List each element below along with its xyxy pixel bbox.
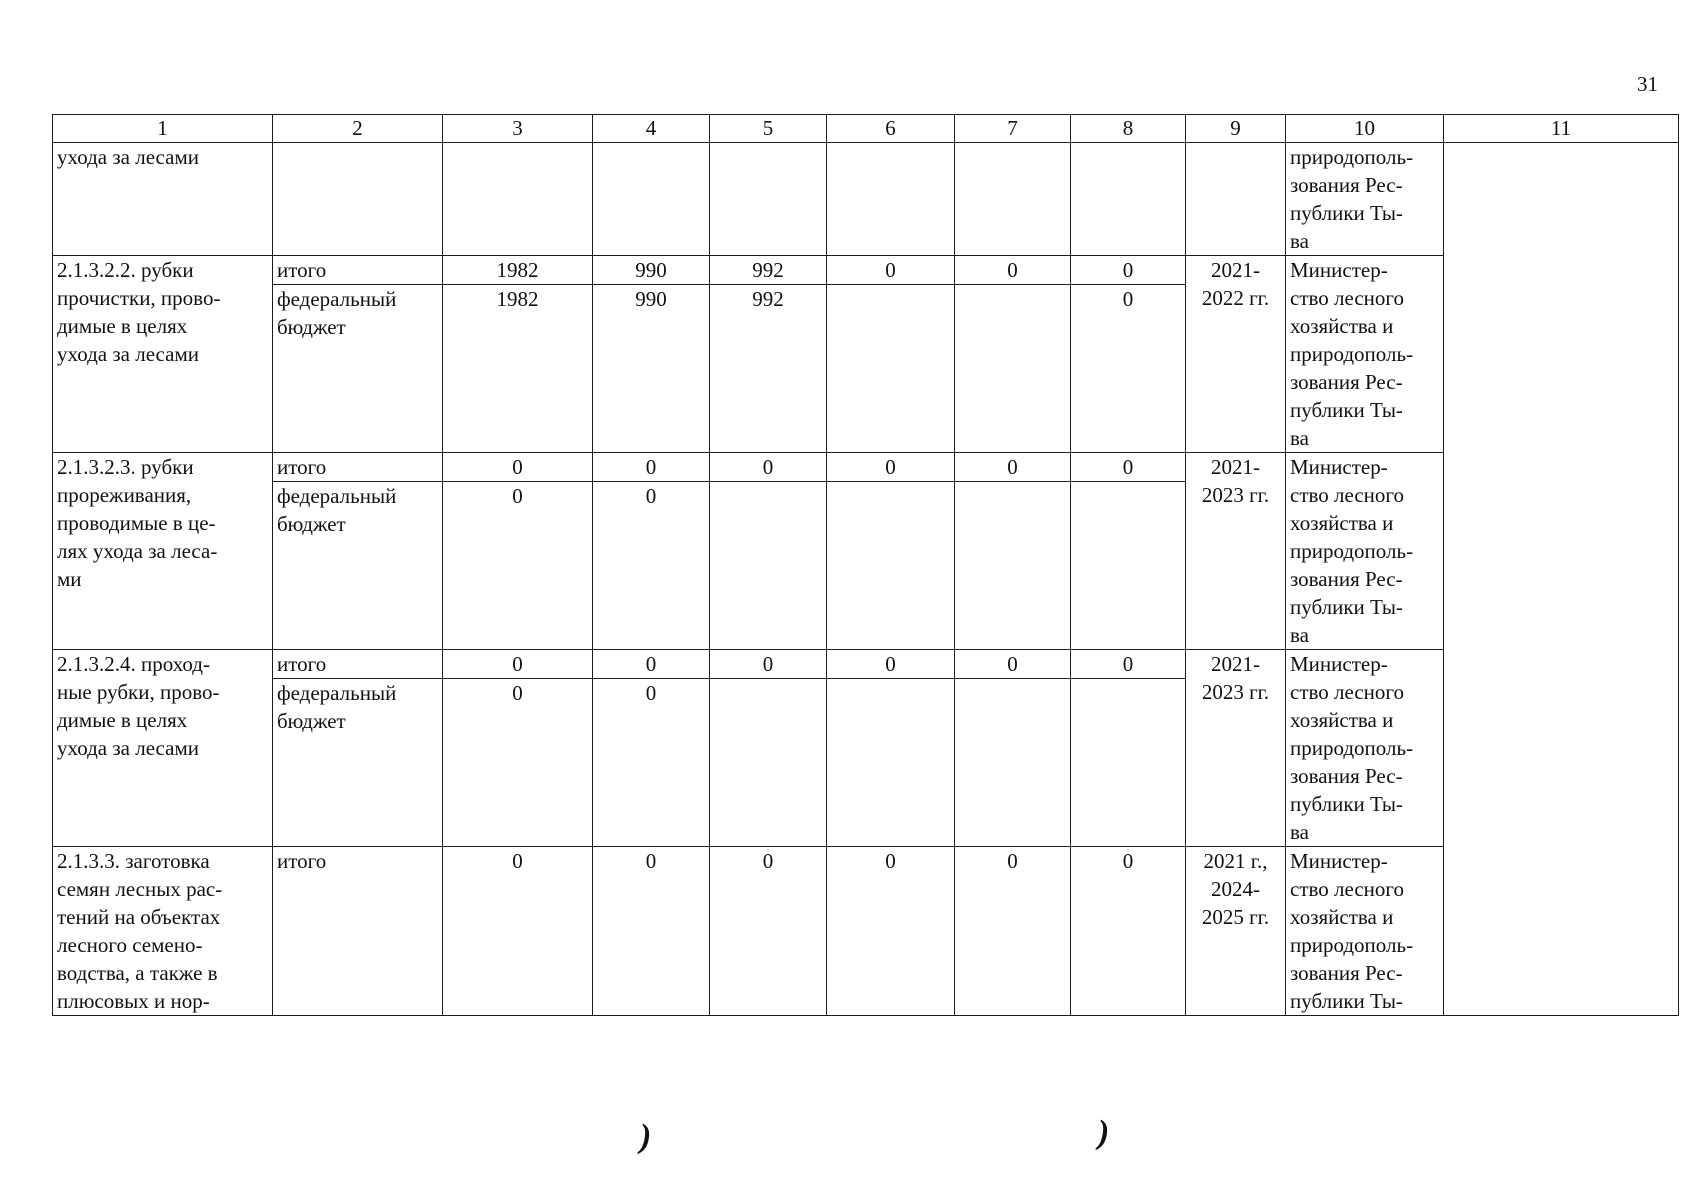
column-header: 4: [593, 115, 710, 143]
value-year: 0: [593, 847, 710, 1016]
executor: Министер- ство лесного хозяйства и природополь- зования Рес- публики Ты-: [1286, 847, 1444, 1016]
column-header: 2: [273, 115, 443, 143]
value-year: 0: [955, 650, 1071, 679]
funding-source: итого: [273, 256, 443, 285]
value-year: 0: [827, 650, 955, 679]
value-year: 0: [593, 650, 710, 679]
scan-mark: ): [640, 1118, 652, 1155]
funding-source: федеральный бюджет: [273, 679, 443, 847]
period: 2021- 2022 гг.: [1186, 256, 1286, 453]
period: 2021- 2023 гг.: [1186, 453, 1286, 650]
activity-name: 2.1.3.2.2. рубки прочистки, прово- димые в целях ухода за лесами: [53, 256, 273, 453]
column-header: 3: [443, 115, 593, 143]
value-year: [710, 679, 827, 847]
value-year: [955, 285, 1071, 453]
value-year: 0: [593, 482, 710, 650]
value-total: 0: [443, 679, 593, 847]
column-number-header-row: [53, 115, 1679, 143]
funding-source: итого: [273, 453, 443, 482]
funding-source: федеральный бюджет: [273, 482, 443, 650]
activity-name: 2.1.3.3. заготовка семян лесных рас- тений на объектах лесного семено- водства, а также в плюсовых и нор-: [53, 847, 273, 1016]
value-year: 0: [827, 453, 955, 482]
column-header: 7: [955, 115, 1071, 143]
value-total: 1982: [443, 285, 593, 453]
value-year: 0: [827, 256, 955, 285]
value-year: 0: [1071, 285, 1186, 453]
value-year: 0: [1071, 847, 1186, 1016]
value-total: 0: [443, 482, 593, 650]
value-year: [827, 679, 955, 847]
value-year: 0: [955, 256, 1071, 285]
value-year: 0: [593, 679, 710, 847]
continuation-row: [53, 143, 1679, 256]
value-year: [710, 482, 827, 650]
value-year: 0: [955, 453, 1071, 482]
value-total: 1982: [443, 256, 593, 285]
period: 2021 г., 2024- 2025 гг.: [1186, 847, 1286, 1016]
value-year: 0: [827, 847, 955, 1016]
value-year: 0: [1071, 650, 1186, 679]
funding-source: итого: [273, 650, 443, 679]
value-year: 0: [710, 847, 827, 1016]
activity-name: 2.1.3.2.3. рубки прореживания, проводимые в це- лях ухода за леса- ми: [53, 453, 273, 650]
table-row: [53, 847, 1679, 1016]
column-header: 8: [1071, 115, 1186, 143]
column-11-blank: [1444, 143, 1679, 1016]
value-year: [955, 482, 1071, 650]
column-header: 5: [710, 115, 827, 143]
executor: Министер- ство лесного хозяйства и природополь- зования Рес- публики Ты- ва: [1286, 453, 1444, 650]
funding-source: федеральный бюджет: [273, 285, 443, 453]
executor: Министер- ство лесного хозяйства и природополь- зования Рес- публики Ты- ва: [1286, 256, 1444, 453]
program-table: [52, 114, 1679, 1016]
value-year: [955, 679, 1071, 847]
value-year: 990: [593, 256, 710, 285]
value-total: 0: [443, 847, 593, 1016]
period: 2021- 2023 гг.: [1186, 650, 1286, 847]
value-year: [827, 285, 955, 453]
table-row: [53, 650, 1679, 679]
scan-mark: ): [1098, 1114, 1110, 1151]
column-header: 10: [1286, 115, 1444, 143]
table-row: [53, 256, 1679, 285]
value-year: [1071, 679, 1186, 847]
value-year: 0: [710, 650, 827, 679]
page-number: 31: [1637, 72, 1658, 96]
executor: природополь- зования Рес- публики Ты- ва: [1286, 143, 1444, 256]
value-year: 992: [710, 256, 827, 285]
value-year: 0: [955, 847, 1071, 1016]
value-total: 0: [443, 453, 593, 482]
value-year: [827, 482, 955, 650]
value-total: 0: [443, 650, 593, 679]
column-header: 1: [53, 115, 273, 143]
activity-name: ухода за лесами: [53, 143, 273, 256]
value-year: 990: [593, 285, 710, 453]
value-year: 992: [710, 285, 827, 453]
executor: Министер- ство лесного хозяйства и природополь- зования Рес- публики Ты- ва: [1286, 650, 1444, 847]
column-header: 11: [1444, 115, 1679, 143]
funding-source: итого: [273, 847, 443, 1016]
value-year: [1071, 482, 1186, 650]
value-year: 0: [593, 453, 710, 482]
activity-name: 2.1.3.2.4. проход- ные рубки, прово- димые в целях ухода за лесами: [53, 650, 273, 847]
value-year: 0: [1071, 256, 1186, 285]
column-header: 9: [1186, 115, 1286, 143]
value-year: 0: [1071, 453, 1186, 482]
column-header: 6: [827, 115, 955, 143]
table-row: [53, 453, 1679, 482]
value-year: 0: [710, 453, 827, 482]
